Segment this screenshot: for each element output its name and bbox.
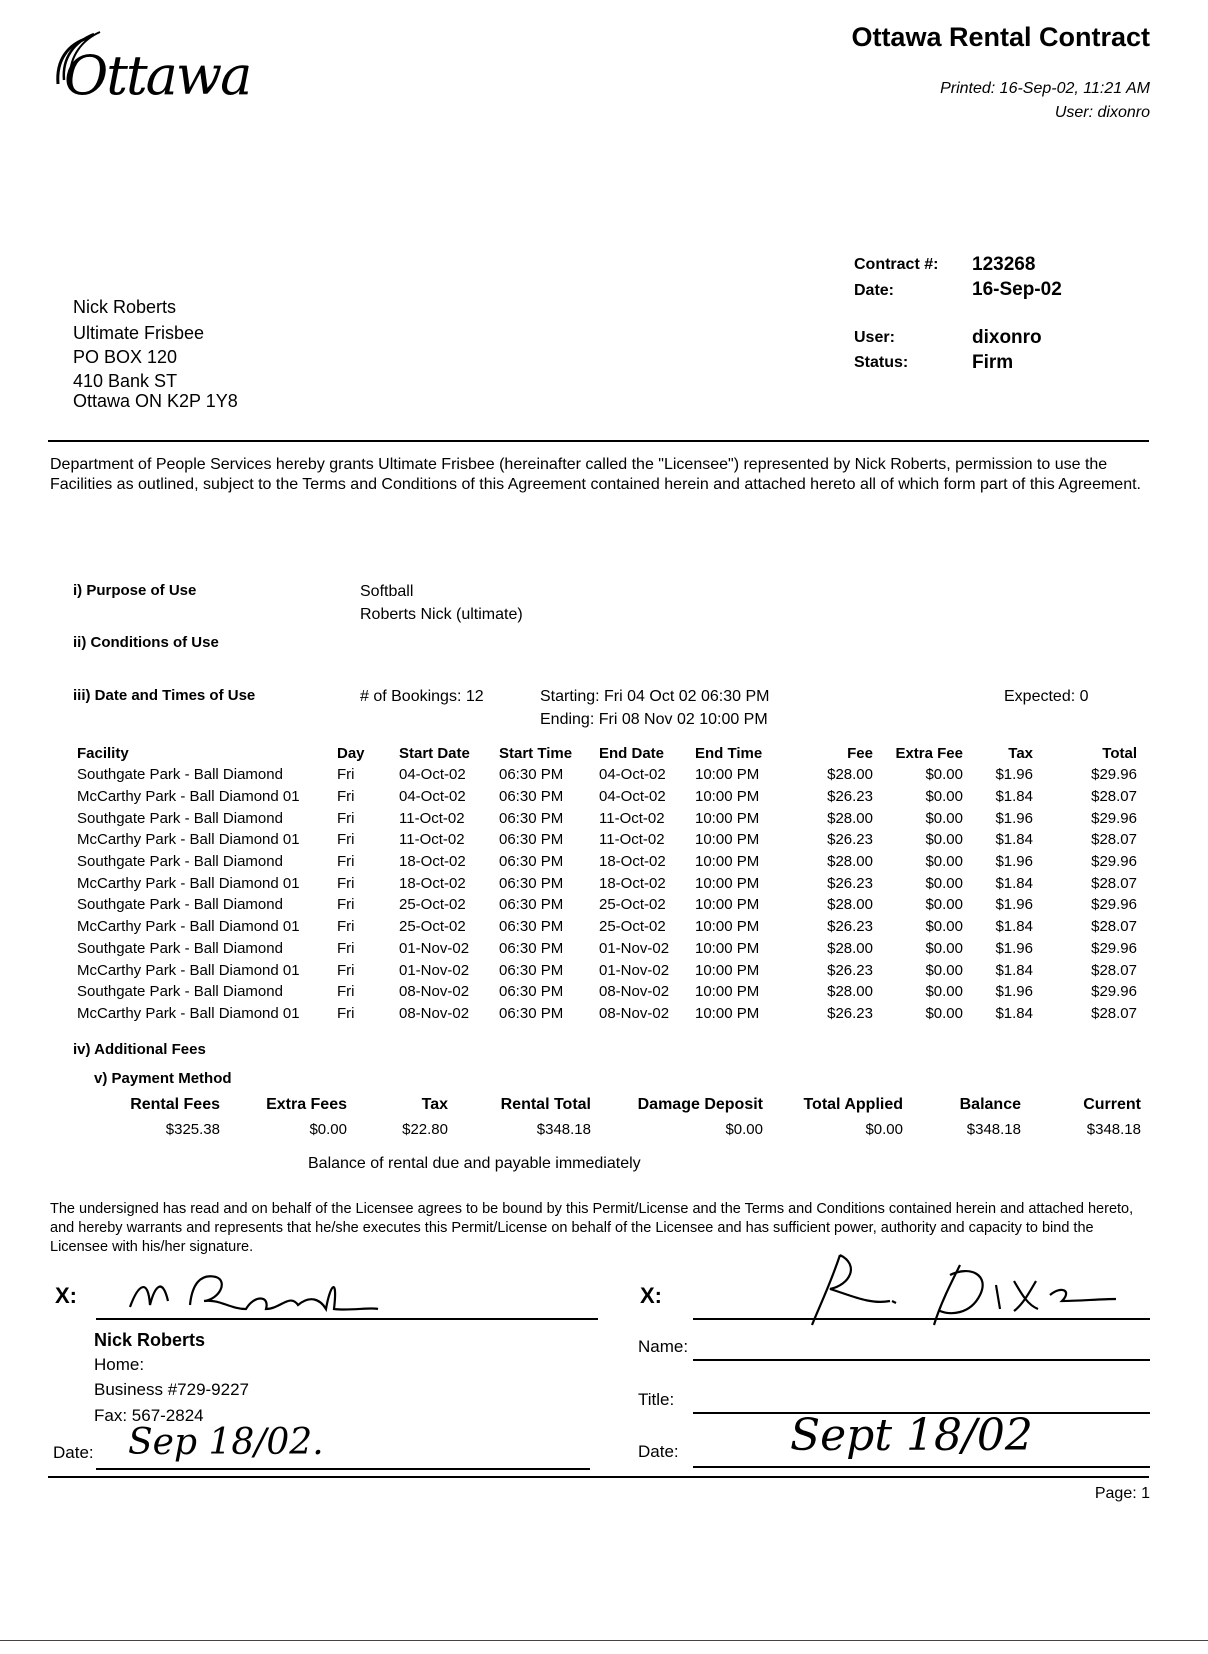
payment-value: $348.18 [1086,1120,1141,1138]
table-cell: $28.07 [1091,1004,1137,1022]
table-cell: 11-Oct-02 [399,809,465,827]
table-cell: Fri [337,961,355,979]
table-cell: 08-Nov-02 [599,983,670,1001]
table-cell: 10:00 PM [695,853,760,871]
table-cell: $29.96 [1091,983,1137,1001]
licensee-handwritten-date: Sep 18/02. [128,1422,324,1463]
table-cell: $1.96 [995,939,1033,957]
table-cell: $1.96 [995,896,1033,914]
table-cell: $26.23 [827,1004,873,1022]
city-handwritten-date: Sept 18/02 [790,1410,1033,1461]
table-cell: 25-Oct-02 [599,918,666,936]
table-cell: 06:30 PM [499,788,564,806]
bookings-column-header: Day [337,744,365,762]
document-title: Ottawa Rental Contract [851,22,1150,52]
logo [48,24,268,114]
table-cell: 10:00 PM [695,766,760,784]
table-cell: Fri [337,788,355,806]
agreement-paragraph: The undersigned has read and on behalf of the Licensee agrees to be bound by this Permit/License and the Terms and Conditions contained herein and attached hereto, and hereby warrants and represents that he/she executes this Permit/License on behalf of the Licensee and has sufficient power, authority and capacity to bind the Licensee with his/her signature. [50,1201,1134,1255]
table-cell: $28.07 [1091,918,1137,936]
bottom-edge-line [0,1640,1208,1641]
table-cell: 06:30 PM [499,939,564,957]
table-row [77,829,1137,851]
contract-status-label: Status: [854,354,909,371]
table-row [77,959,1137,981]
table-cell: 06:30 PM [499,1004,564,1022]
table-cell: $26.23 [827,788,873,806]
payment-column-header: Damage Deposit [637,1096,763,1113]
table-cell: 06:30 PM [499,853,564,871]
licensee-signature-text: N Robert [120,1265,125,1266]
city-date-label: Date: [638,1442,679,1461]
bookings-column-header: End Time [695,744,763,762]
bookings-column-header: Facility [77,744,129,762]
table-cell: 06:30 PM [499,809,564,827]
table-cell: 04-Oct-02 [399,766,466,784]
intro-paragraph: Department of People Services hereby grants Ultimate Frisbee (hereinafter called the "Licensee") represented by Nick Roberts, permission to use the Facilities as outlined, subject to the Terms and Conditions of this Agreement contained herein and attached hereto all of which form part of this Agreement. [50,456,1141,493]
bookings-count: # of Bookings: 12 [360,688,484,705]
payment-column-header: Total Applied [803,1096,903,1113]
payment-header-row [96,1093,1141,1117]
table-cell: 18-Oct-02 [399,853,466,871]
table-cell: $1.84 [995,874,1033,892]
table-cell: $0.00 [925,874,963,892]
table-cell: 01-Nov-02 [599,939,670,957]
bookings-table [77,742,1137,1024]
table-row [77,807,1137,829]
table-cell: $1.84 [995,1004,1033,1022]
payment-values-row [96,1117,1141,1141]
table-cell: 11-Oct-02 [599,831,665,849]
payment-value: $325.38 [165,1120,220,1138]
table-cell: McCarthy Park - Ball Diamond 01 [77,961,300,979]
licensee-signature [120,1265,380,1325]
table-cell: $29.96 [1091,809,1137,827]
table-cell: 10:00 PM [695,896,760,914]
payment-summary-table [96,1093,1141,1141]
contract-user-value: dixonro [972,327,1042,348]
table-cell: 18-Oct-02 [399,874,466,892]
table-cell: 06:30 PM [499,896,564,914]
table-cell: $1.96 [995,853,1033,871]
payment-method-label: v) Payment Method [94,1070,232,1087]
printed-timestamp: Printed: 16-Sep-02, 11:21 AM [940,80,1150,97]
table-cell: 25-Oct-02 [399,896,466,914]
table-row [77,764,1137,786]
table-cell: 18-Oct-02 [599,853,666,871]
purpose-line-2: Roberts Nick (ultimate) [360,606,523,623]
header-divider [48,440,1149,442]
table-cell: $28.00 [827,809,873,827]
bookings-column-header: Tax [1008,744,1033,762]
bookings-column-header: Extra Fee [895,744,963,762]
table-row [77,786,1137,808]
table-row [77,1003,1137,1025]
address-line: 410 Bank ST [73,371,178,391]
table-cell: 06:30 PM [499,961,564,979]
payment-value: $348.18 [966,1120,1021,1138]
city-date-line [693,1466,1150,1468]
table-cell: $0.00 [925,983,963,1001]
table-cell: McCarthy Park - Ball Diamond 01 [77,918,300,936]
licensee-home: Home: [94,1355,145,1374]
table-cell: $26.23 [827,874,873,892]
table-cell: 11-Oct-02 [399,831,465,849]
contract-number-value: 123268 [972,254,1036,275]
address-line: Ultimate Frisbee [73,323,205,343]
table-cell: Fri [337,809,355,827]
payment-column-header: Balance [959,1096,1021,1113]
address-line: PO BOX 120 [73,347,178,367]
table-cell: $28.00 [827,896,873,914]
table-row [77,938,1137,960]
table-cell: $29.96 [1091,853,1137,871]
table-cell: 04-Oct-02 [399,788,466,806]
table-row [77,981,1137,1003]
table-cell: $28.07 [1091,831,1137,849]
table-cell: $0.00 [925,853,963,871]
bookings-column-header: Start Date [399,744,470,762]
footer-divider [48,1476,1149,1478]
table-cell: McCarthy Park - Ball Diamond 01 [77,831,300,849]
city-name-label: Name: [638,1337,689,1356]
licensee-name: Nick Roberts [94,1330,206,1350]
bookings-column-header: End Date [599,744,665,762]
payment-column-header: Rental Total [500,1096,591,1113]
table-cell: 06:30 PM [499,831,564,849]
table-cell: Fri [337,853,355,871]
licensee-x-label: X: [55,1283,77,1308]
table-cell: $26.23 [827,918,873,936]
table-cell: $0.00 [925,809,963,827]
page-number: Page: 1 [1094,1485,1150,1502]
table-cell: $0.00 [925,831,963,849]
table-cell: 01-Nov-02 [399,961,470,979]
table-cell: 06:30 PM [499,874,564,892]
payment-column-header: Rental Fees [130,1096,220,1113]
additional-fees-label: iv) Additional Fees [73,1041,206,1058]
table-row [77,916,1137,938]
table-cell: $0.00 [925,1004,963,1022]
bookings-column-header: Total [1102,744,1137,762]
table-row [77,851,1137,873]
starting-datetime: Starting: Fri 04 Oct 02 06:30 PM [540,688,770,705]
table-cell: 08-Nov-02 [399,983,470,1001]
table-cell: 06:30 PM [499,918,564,936]
table-cell: Fri [337,874,355,892]
printed-user: User: dixonro [1054,104,1150,121]
table-cell: $28.00 [827,939,873,957]
table-cell: 10:00 PM [695,939,760,957]
city-signature-line [693,1318,1150,1320]
table-cell: 18-Oct-02 [599,874,666,892]
table-cell: 10:00 PM [695,983,760,1001]
table-cell: $29.96 [1091,896,1137,914]
table-cell: 06:30 PM [499,983,564,1001]
table-cell: $0.00 [925,788,963,806]
table-cell: 06:30 PM [499,766,564,784]
city-title-label: Title: [638,1390,675,1409]
table-cell: Fri [337,896,355,914]
table-cell: $0.00 [925,939,963,957]
table-cell: $28.00 [827,766,873,784]
table-row [77,894,1137,916]
table-cell: 25-Oct-02 [599,896,666,914]
table-cell: 10:00 PM [695,809,760,827]
contract-date-value: 16-Sep-02 [972,279,1062,300]
table-cell: $1.96 [995,809,1033,827]
table-cell: $0.00 [925,766,963,784]
licensee-business: Business #729-9227 [94,1380,250,1399]
table-cell: Southgate Park - Ball Diamond [77,809,283,827]
payment-column-header: Tax [421,1096,448,1113]
table-cell: Southgate Park - Ball Diamond [77,896,283,914]
table-cell: $29.96 [1091,939,1137,957]
purpose-label: i) Purpose of Use [73,582,197,599]
table-cell: Fri [337,983,355,1001]
table-cell: $1.84 [995,918,1033,936]
payment-value: $348.18 [536,1120,591,1138]
logo-wordmark: Ottawa [64,44,251,107]
table-cell: $1.96 [995,766,1033,784]
licensee-fax: Fax: 567-2824 [94,1406,204,1425]
table-cell: $26.23 [827,831,873,849]
table-cell: $0.00 [925,896,963,914]
licensee-address [73,295,238,413]
payment-value: $0.00 [865,1120,903,1138]
contract-status-value: Firm [972,352,1014,373]
table-cell: $28.07 [1091,961,1137,979]
address-line: Nick Roberts [73,297,177,317]
contract-date-label: Date: [854,282,895,299]
table-cell: 04-Oct-02 [599,788,666,806]
table-cell: McCarthy Park - Ball Diamond 01 [77,788,300,806]
table-cell: $1.84 [995,831,1033,849]
expected-count: Expected: 0 [1004,688,1089,705]
city-x-label: X: [640,1283,662,1308]
table-cell: 10:00 PM [695,918,760,936]
table-cell: 10:00 PM [695,874,760,892]
table-cell: 08-Nov-02 [599,1004,670,1022]
table-cell: Fri [337,831,355,849]
table-cell: 01-Nov-02 [599,961,670,979]
payment-value: $0.00 [309,1120,347,1138]
table-cell: $29.96 [1091,766,1137,784]
dates-label: iii) Date and Times of Use [73,687,256,704]
licensee-signature-line [96,1318,598,1320]
contract-number-label: Contract #: [854,256,939,273]
table-cell: 01-Nov-02 [399,939,470,957]
table-cell: Fri [337,1004,355,1022]
ending-datetime: Ending: Fri 08 Nov 02 10:00 PM [540,711,768,728]
table-cell: $28.00 [827,983,873,1001]
purpose-line-1: Softball [360,583,414,600]
table-cell: 10:00 PM [695,1004,760,1022]
table-cell: Southgate Park - Ball Diamond [77,766,283,784]
table-cell: Fri [337,766,355,784]
address-line: Ottawa ON K2P 1Y8 [73,391,238,411]
table-cell: 10:00 PM [695,831,760,849]
table-cell: $0.00 [925,961,963,979]
table-cell: McCarthy Park - Ball Diamond 01 [77,874,300,892]
table-cell: 25-Oct-02 [399,918,466,936]
table-cell: $0.00 [925,918,963,936]
city-name-line [693,1359,1150,1361]
table-cell: 08-Nov-02 [399,1004,470,1022]
conditions-label: ii) Conditions of Use [73,634,219,651]
city-signature [800,1245,1120,1335]
table-cell: $28.00 [827,853,873,871]
table-cell: 04-Oct-02 [599,766,666,784]
table-cell: Southgate Park - Ball Diamond [77,853,283,871]
table-row [77,872,1137,894]
bookings-column-header: Start Time [499,744,573,762]
bookings-header-row [77,742,1137,764]
table-cell: McCarthy Park - Ball Diamond 01 [77,1004,300,1022]
table-cell: $28.07 [1091,788,1137,806]
payment-column-header: Extra Fees [266,1096,347,1113]
table-cell: $28.07 [1091,874,1137,892]
contract-user-label: User: [854,329,895,346]
city-signature-text: R. Dixon [800,1245,804,1246]
bookings-column-header: Fee [847,744,873,762]
balance-note: Balance of rental due and payable immediately [308,1155,641,1172]
table-cell: $1.84 [995,788,1033,806]
table-cell: $1.96 [995,983,1033,1001]
payment-value: $0.00 [725,1120,763,1138]
table-cell: Fri [337,918,355,936]
payment-value: $22.80 [402,1120,448,1138]
licensee-date-label: Date: [53,1443,94,1462]
table-cell: Southgate Park - Ball Diamond [77,983,283,1001]
table-cell: 10:00 PM [695,961,760,979]
table-cell: 10:00 PM [695,788,760,806]
licensee-date-line [96,1468,590,1470]
table-cell: $1.84 [995,961,1033,979]
payment-column-header: Current [1083,1096,1141,1113]
table-cell: 11-Oct-02 [599,809,665,827]
table-cell: Southgate Park - Ball Diamond [77,939,283,957]
table-cell: Fri [337,939,355,957]
table-cell: $26.23 [827,961,873,979]
